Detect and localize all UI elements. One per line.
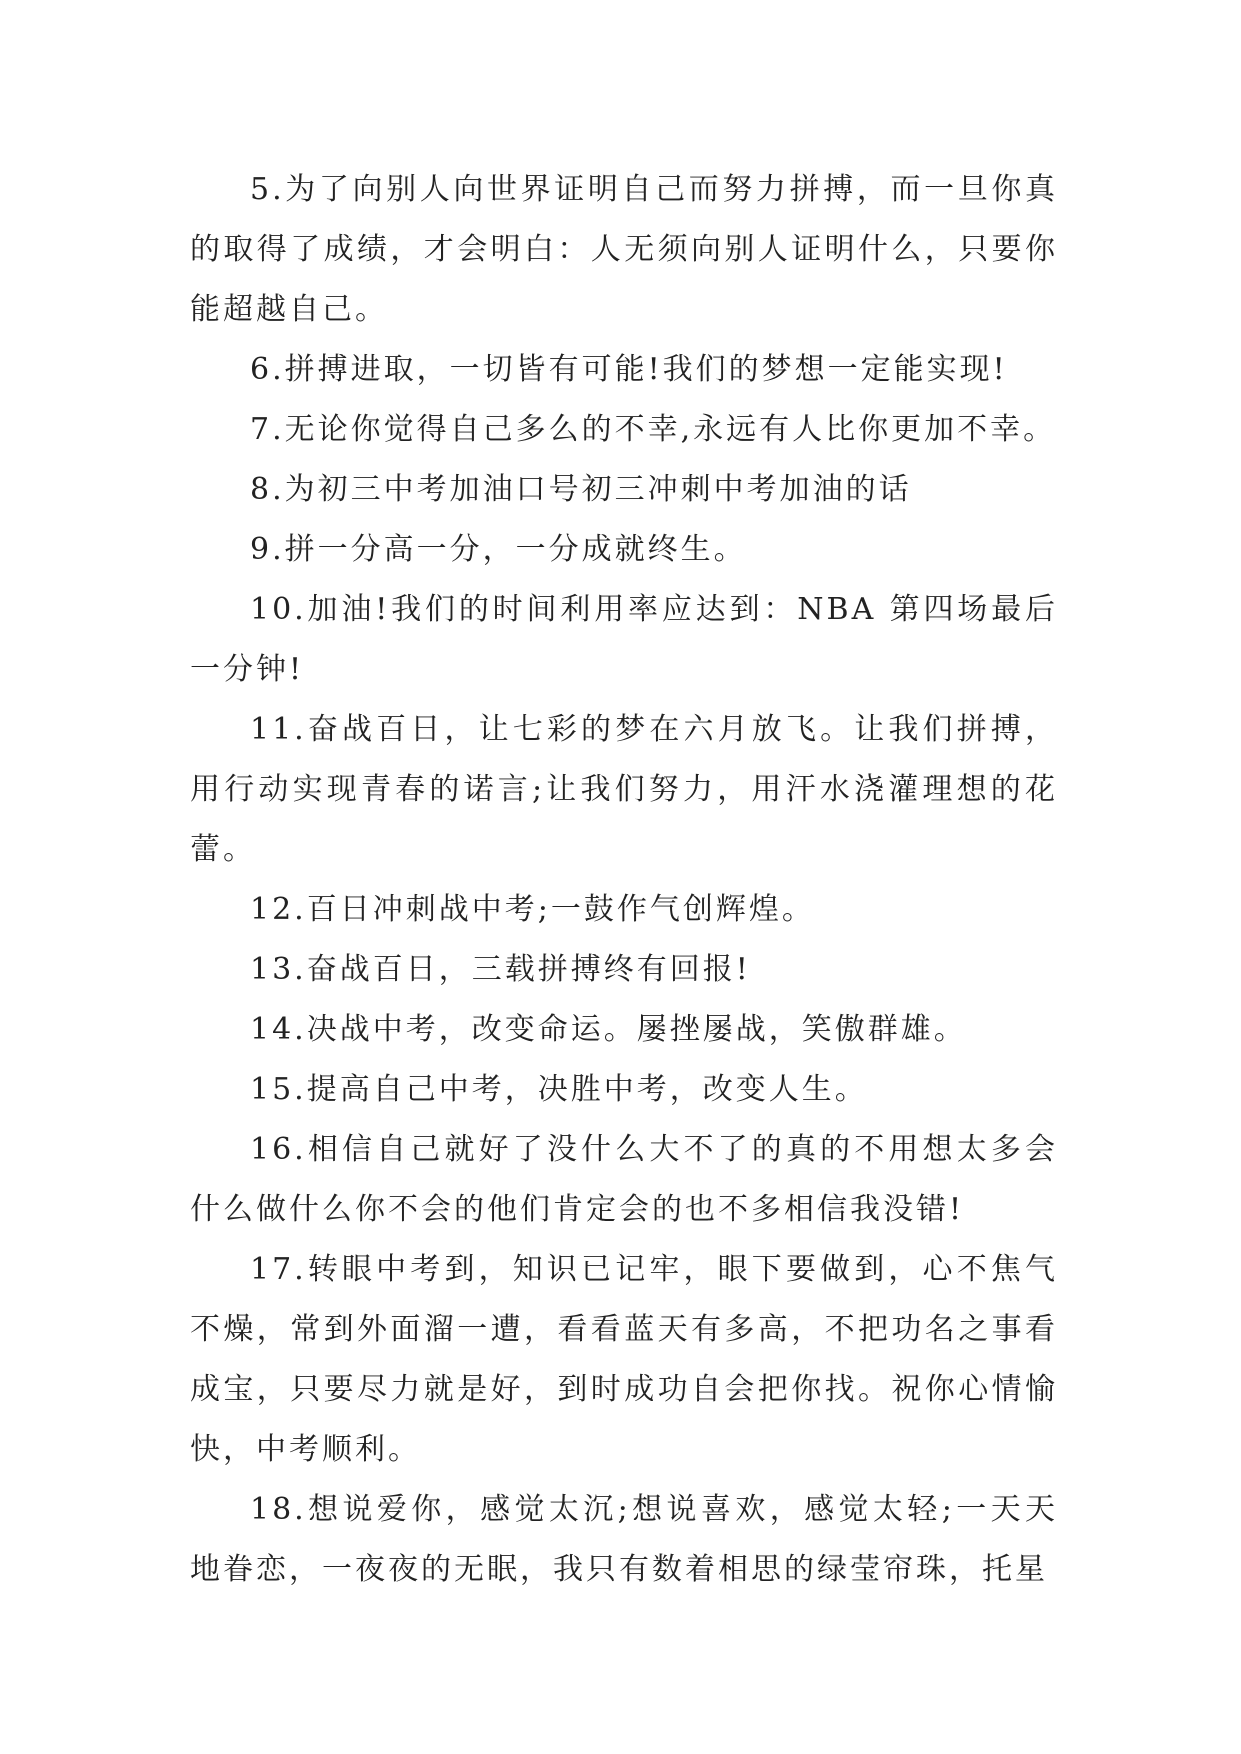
paragraph-16: 16.相信自己就好了没什么大不了的真的不用想太多会什么做什么你不会的他们肯定会的也不多相信我没错!	[190, 1132, 1058, 1227]
paragraph-12: 12.百日冲刺战中考;一鼓作气创辉煌。	[250, 892, 815, 927]
paragraph-8: 8.为初三中考加油口号初三冲刺中考加油的话	[250, 472, 912, 507]
paragraph-15: 15.提高自己中考，决胜中考，改变人生。	[250, 1072, 868, 1107]
paragraph-11: 11.奋战百日，让七彩的梦在六月放飞。让我们拼搏，用行动实现青春的诺言;让我们努力，用汗水浇灌理想的花蕾。	[190, 712, 1058, 867]
paragraph-9: 9.拼一分高一分，一分成就终生。	[250, 532, 747, 567]
paragraph-10: 10.加油!我们的时间利用率应达到：NBA 第四场最后一分钟!	[190, 592, 1058, 687]
paragraph-6: 6.拼搏进取，一切皆有可能!我们的梦想一定能实现!	[250, 352, 1008, 387]
paragraph-18: 18.想说爱你，感觉太沉;想说喜欢，感觉太轻;一天天地眷恋，一夜夜的无眠，我只有数着相思的绿莹帘珠，托星	[190, 1492, 1058, 1587]
paragraph-7: 7.无论你觉得自己多么的不幸,永远有人比你更加不幸。	[250, 412, 1057, 447]
paragraph-14: 14.决战中考，改变命运。屡挫屡战，笑傲群雄。	[250, 1012, 967, 1047]
paragraph-13: 13.奋战百日，三载拼搏终有回报!	[250, 952, 751, 987]
paragraph-5: 5.为了向别人向世界证明自己而努力拼搏，而一旦你真的取得了成绩，才会明白：人无须向别人证明什么，只要你能超越自己。	[190, 172, 1058, 327]
paragraph-17: 17.转眼中考到，知识已记牢，眼下要做到，心不焦气不燥，常到外面溜一遭，看看蓝天有多高，不把功名之事看成宝，只要尽力就是好，到时成功自会把你找。祝你心情愉快，中考顺利。	[190, 1252, 1058, 1467]
document-body	[190, 160, 1058, 1600]
